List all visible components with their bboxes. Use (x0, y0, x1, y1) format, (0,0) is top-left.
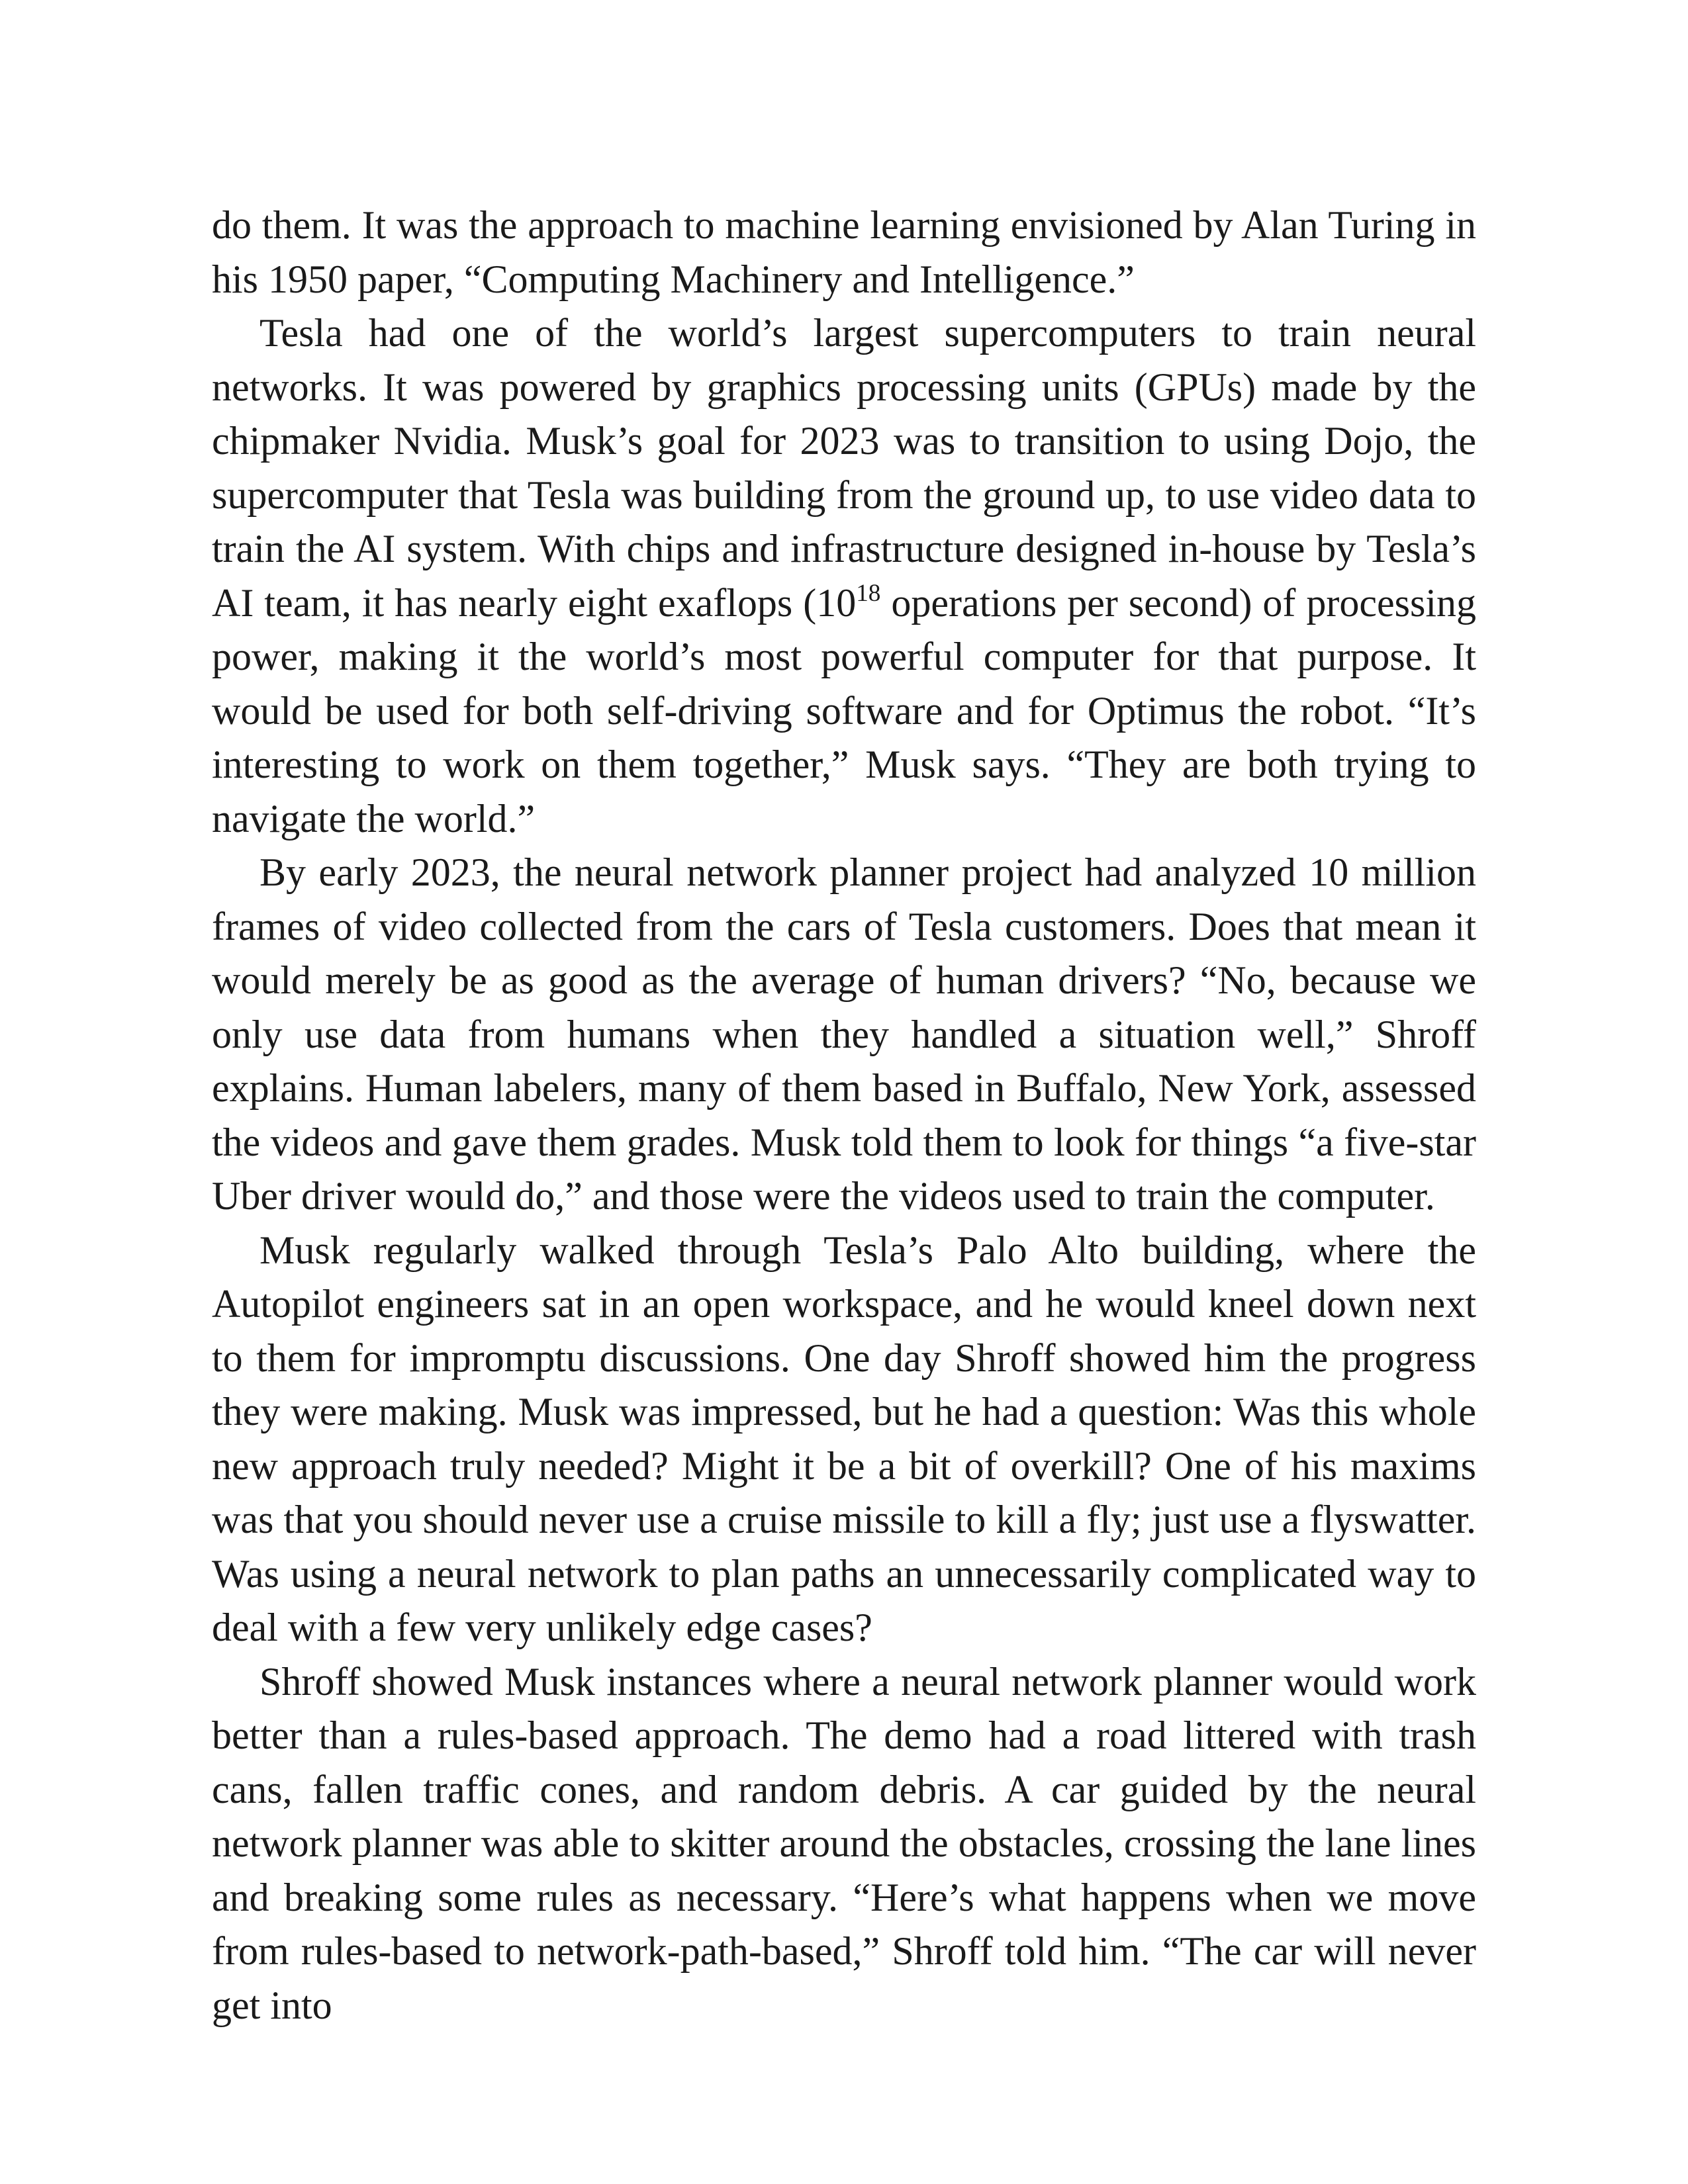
paragraph-5: Shroff showed Musk instances where a neural network planner would work better than a rules-based approach. The demo had a road littered with trash cans, fallen traffic cones, and random debris. A car guided by the neural network planner was able to skitter around the obstacles, crossing the lane lines and breaking some rules as necessary. “Here’s what happens when we move from rules-based to network-path-based,” Shroff told him. “The car will never get into (212, 1659, 1476, 2027)
paragraph-4: Musk regularly walked through Tesla’s Palo Alto building, where the Autopilot engineers sat in an open workspace, and he would kneel down next to them for impromptu discussions. One day Shroff showed him the progress they were making. Musk was impressed, but he had a question: Was this whole new approach truly needed? Might it be a bit of overkill? One of his maxims was that you should never use a cruise missile to kill a fly; just use a flyswatter. Was using a neural network to plan paths an unnecessarily complicated way to deal with a few very unlikely edge cases? (212, 1228, 1476, 1649)
paragraph-1: do them. It was the approach to machine learning envisioned by Alan Turing in his 1950 paper, “Computing Machinery and Intelligence.” (212, 203, 1476, 301)
paragraph-3: By early 2023, the neural network planner project had analyzed 10 million frames of video collected from the cars of Tesla customers. Does that mean it would merely be as good as the average of human drivers? “No, because we only use data from humans when they handled a situation well,” Shroff explains. Human labelers, many of them based in Buffalo, New York, assessed the videos and gave them grades. Musk told them to look for things “a five-star Uber driver would do,” and those were the videos used to train the computer. (212, 850, 1476, 1218)
body-text (212, 199, 1476, 2032)
paragraph-2-text-before: Tesla had one of the world’s largest supercomputers to train neural networks. It was powered by graphics processing units (GPUs) made by the chipmaker Nvidia. Musk’s goal for 2023 was to transition to using Dojo, the supercomputer that Tesla was building from the ground up, to use video data to train the AI system. With chips and infrastructure designed in-house by Tesla’s AI team, it has nearly eight exaflops (10 (212, 311, 1476, 625)
exponent-superscript: 18 (856, 579, 881, 607)
paragraph-2 (212, 306, 1476, 846)
paragraph-2-text-after: operations per second) of processing power, making it the world’s most powerful computer for that purpose. It would be used for both self-driving software and for Optimus the robot. “It’s interesting to work on them together,” Musk says. “They are both trying to navigate the world.” (212, 580, 1476, 841)
